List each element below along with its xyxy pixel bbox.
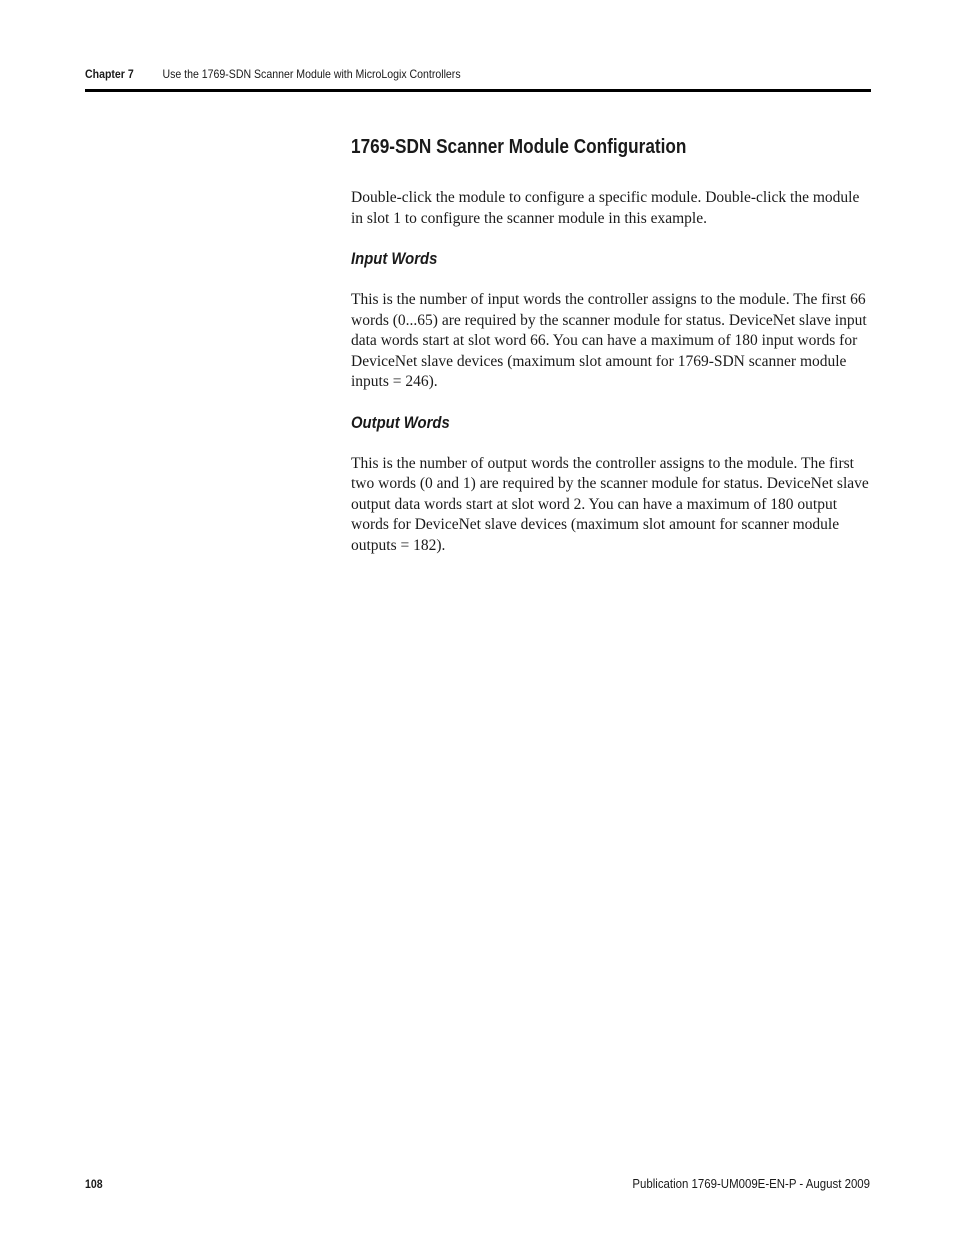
output-words-paragraph: This is the number of output words the controller assigns to the module. The first two words (0 and 1) are required by the scanner module for status. DeviceNet slave output data words start at slot word 2. You can have a maximum of 180 output words for DeviceNet slave devices (maximum slot amount for scanner module outputs = 182). bbox=[351, 454, 869, 554]
output-words-heading: Output Words bbox=[351, 413, 450, 432]
section-title: 1769-SDN Scanner Module Configuration bbox=[351, 136, 687, 158]
running-header bbox=[85, 66, 777, 86]
page-number: 108 bbox=[85, 1177, 103, 1191]
intro-paragraph: Double-click the module to configure a specific module. Double-click the module in slot 1 to configure the scanner module in this example. bbox=[351, 189, 860, 227]
main-content bbox=[351, 134, 871, 556]
input-words-heading: Input Words bbox=[351, 250, 438, 268]
publication-info: Publication 1769-UM009E-EN-P - August 2009 bbox=[632, 1176, 870, 1191]
input-words-paragraph: This is the number of input words the controller assigns to the module. The first 66 words (0...65) are required by the scanner module for status. DeviceNet slave input data words start at slot word 66. You can have a maximum of 180 input words for DeviceNet slave devices (maximum slot amount for 1769-SDN scanner module inputs = 246). bbox=[351, 291, 867, 390]
chapter-label: Chapter 7 bbox=[85, 67, 134, 81]
header-rule bbox=[85, 89, 871, 92]
chapter-title: Use the 1769-SDN Scanner Module with MicroLogix Controllers bbox=[162, 67, 461, 81]
